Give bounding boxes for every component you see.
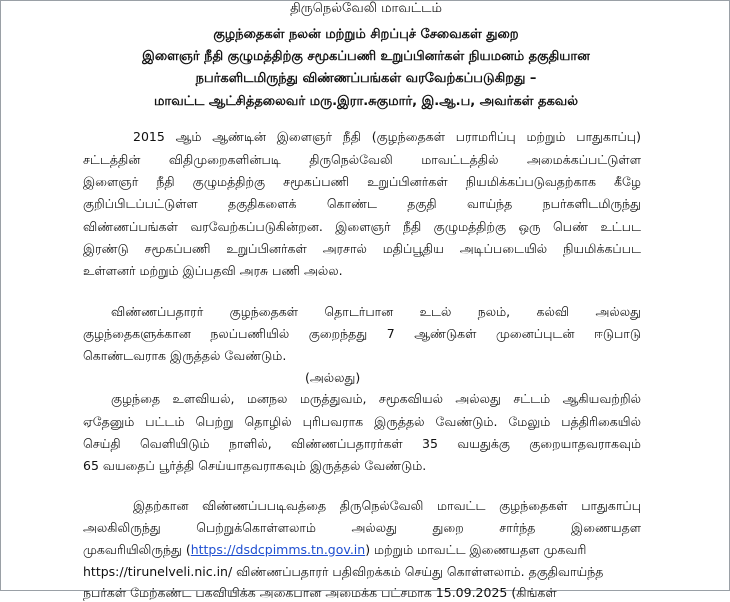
title-line-1: இளைஞர் நீதி குழுமத்திற்கு சமூகப்பணி உறுப்பினர்கள் நியமனம் தகுதியான — [142, 49, 590, 64]
paragraph-2-line: விண்ணப்பதாரர் குழந்தைகள் தொடர்பான உடல் நலம், கல்வி அல்லது — [111, 304, 641, 319]
district-heading: திருநெல்வேலி மாவட்டம் — [290, 1, 442, 16]
paragraph-4-line: https://tirunelveli.nic.in/ விண்ணப்பதாரர் பதிவிறக்கம் செய்து கொள்ளலாம். தகுதிவாய்ந்த — [83, 564, 604, 579]
dsdcpimms-link[interactable]: https://dsdcpimms.tn.gov.in — [190, 542, 366, 557]
department-heading: குழந்தைகள் நலன் மற்றும் சிறப்புச் சேவைகள் துறை — [213, 27, 519, 42]
paragraph-1-line: விண்ணப்பங்கள் வரவேற்கப்படுகின்றன. இளைஞர் நீதி குழுமத்திற்கு ஒரு பெண் உட்பட — [83, 219, 641, 234]
paragraph-3-line: ஏதேனும் பட்டம் பெற்று தொழில் புரிபவராக இருத்தல் வேண்டும். மேலும் பத்திரிகையில் — [83, 414, 641, 429]
paragraph-4-line: இதற்கான விண்ணப்பபடிவத்தை திருநெல்வேலி மாவட்ட குழந்தைகள் பாதுகாப்பு — [133, 498, 641, 513]
paragraph-1-line: இரண்டு சமூகப்பணி உறுப்பினர்கள் அரசால் மதிப்பூதிய அடிப்படையில் நியமிக்கப்பட — [83, 241, 641, 256]
paragraph-1-line: 2015 ஆம் ஆண்டின் இளைஞர் நீதி (குழந்தைகள் பராமரிப்பு மற்றும் பாதுகாப்பு) — [133, 129, 641, 144]
paragraph-2-line: கொண்டவராக இருத்தல் வேண்டும். — [83, 348, 287, 363]
paragraph-4-line: அலகிலிருந்து பெற்றுக்கொள்ளலாம் அல்லது துறை சார்ந்த இணையதள — [83, 520, 641, 535]
paragraph-3-line: செய்தி வெளியிடும் நாளில், விண்ணப்பதாரர்கள் 35 வயதுக்கு குறையாதவராகவும் — [83, 436, 641, 451]
title-line-3: மாவட்ட ஆட்சித்தலைவர் மரு.இரா.சுகுமார், இ.ஆ.ப, அவர்கள் தகவல் — [153, 94, 579, 109]
title-line-2: நபர்களிடமிருந்து விண்ணப்பங்கள் வரவேற்கப்படுகிறது – — [195, 71, 537, 86]
paragraph-1-line: சட்டத்தின் விதிமுறைகளின்படி திருநெல்வேலி மாவட்டத்தில் அமைக்கப்பட்டுள்ள — [83, 152, 641, 167]
or-separator: (அல்லது) — [305, 370, 361, 385]
paragraph-1-line: இளைஞர் நீதி குழுமத்திற்கு சமூகப்பணி உறுப்பினர்கள் நியமிக்கப்படுவதற்காக கீழே — [83, 174, 641, 189]
link-suffix-text: ) மற்றும் மாவட்ட இணையதள முகவரி — [365, 542, 587, 557]
paragraph-4-line: நபர்கள் மேற்கண்ட பகவியிக்க அகைபான அமைக்க பட்சமாக 15.09.2025 (கிங்கள் — [83, 585, 557, 600]
link-prefix-text: முகவரியிலிருந்து ( — [83, 542, 191, 557]
paragraph-1-line: குறிப்பிடப்பட்டுள்ள தகுதிகளைக் கொண்ட தகுதி வாய்ந்த நபர்களிடமிருந்து — [83, 196, 641, 211]
paragraph-3-line: குழந்தை உளவியல், மனநல மருத்துவம், சமூகவியல் அல்லது சட்டம் ஆகியவற்றில் — [111, 391, 641, 406]
paragraph-3-line: 65 வயதைப் பூர்த்தி செய்யாதவராகவும் இருத்தல் வேண்டும். — [83, 458, 427, 473]
paragraph-1-line: உள்ளனர் மற்றும் இப்பதவி அரசு பணி அல்ல. — [83, 263, 343, 278]
paragraph-4-line-with-link — [83, 542, 586, 559]
paragraph-2-line: குழந்தைகளுக்கான நலப்பணியில் குறைந்தது 7 ஆண்டுகள் முனைப்புடன் ஈடுபாடு — [83, 326, 641, 341]
